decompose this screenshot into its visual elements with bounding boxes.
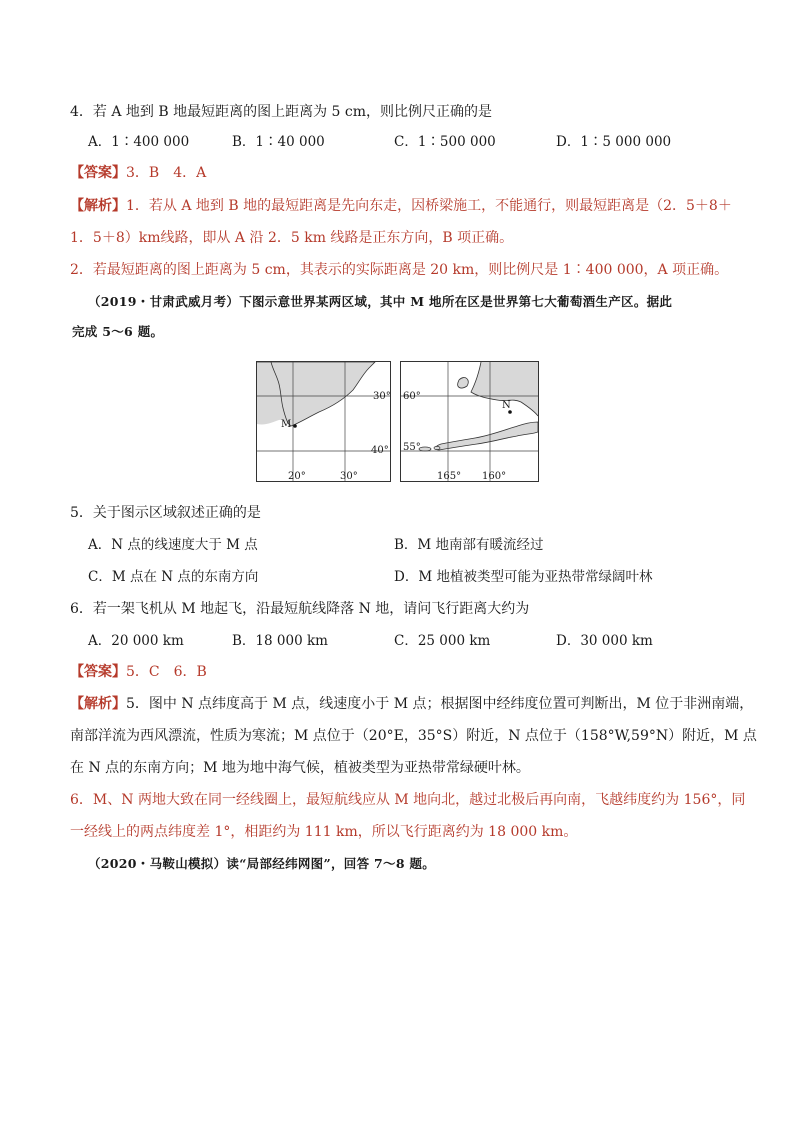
map-right	[400, 361, 539, 482]
map-left-lon-30: 30°	[340, 471, 358, 482]
analysis-block-2-line4: 6．M、N 两地大致在同一经线圈上，最短航线应从 M 地向北，越过北极后再向南，飞越纬度约为 156°，同	[70, 792, 746, 808]
q6-option-c: C．25 000 km	[394, 633, 491, 649]
answer-tag: 【答案】	[70, 165, 126, 181]
analysis-text: 1．若从 A 地到 B 地的最短距离是先向东走，因桥梁施工，不能通行，则最短距离是（2．5＋8＋	[126, 198, 732, 214]
analysis-tag: 【解析】	[70, 696, 126, 712]
q4-option-c: C．1∶500 000	[394, 134, 496, 150]
q5-option-c: C．M 点在 N 点的东南方向	[88, 569, 259, 585]
analysis-block-2-line3: 在 N 点的东南方向；M 地为地中海气候，植被类型为亚热带常绿硬叶林。	[70, 760, 530, 776]
q5-option-d: D．M 地植被类型可能为亚热带常绿阔叶林	[394, 569, 653, 585]
map-right-lon-165: 165°	[437, 471, 462, 482]
answer-tag: 【答案】	[70, 664, 126, 680]
q5-option-b: B．M 地南部有暖流经过	[394, 537, 544, 553]
answer-text: 3．B 4．A	[126, 165, 207, 181]
analysis-block-1-line3: 2．若最短距离的图上距离为 5 cm，其表示的实际距离是 20 km，则比例尺是 1∶400 000，A 项正确。	[70, 262, 729, 278]
q5-stem: 5．关于图示区域叙述正确的是	[70, 505, 261, 521]
map-right-lat-60: 60°	[403, 391, 421, 402]
q6-option-d: D．30 000 km	[556, 633, 653, 649]
map-right-lat-55: 55°	[403, 442, 421, 453]
map-left	[256, 361, 391, 482]
analysis-block-2-line5: 一经线上的两点纬度差 1°，相距约为 111 km，所以飞行距离约为 18 000 km。	[70, 824, 578, 840]
answer-block-2	[70, 662, 207, 682]
q4-stem: 4．若 A 地到 B 地最短距离的图上距离为 5 cm，则比例尺正确的是	[70, 104, 493, 120]
answer-text: 5．C 6．B	[126, 664, 207, 680]
q6-stem: 6．若一架飞机从 M 地起飞，沿最短航线降落 N 地，请问飞行距离大约为	[70, 601, 530, 617]
q4-option-d: D．1∶5 000 000	[556, 134, 672, 150]
q5-option-a: A．N 点的线速度大于 M 点	[88, 537, 258, 553]
analysis-tag: 【解析】	[70, 198, 126, 214]
intro-5-6-line2: 完成 5～6 题。	[72, 324, 164, 339]
analysis-block-2-line1	[70, 694, 753, 714]
analysis-text: 5．图中 N 点纬度高于 M 点，线速度小于 M 点；根据图中经纬度位置可判断出，M 位于非洲南端，	[126, 696, 754, 712]
answer-block-1	[70, 163, 206, 183]
map-left-lat-40: 40°	[371, 445, 389, 456]
map-left-lon-20: 20°	[288, 471, 306, 482]
map-left-point-m: M	[281, 419, 292, 430]
map-left-lat-30: 30°	[373, 391, 391, 402]
q6-option-a: A．20 000 km	[88, 633, 184, 649]
q4-option-b: B．1∶40 000	[232, 134, 325, 150]
q6-option-b: B．18 000 km	[232, 633, 328, 649]
intro-7-8: （2020・马鞍山模拟）读“局部经纬网图”，回答 7～8 题。	[88, 856, 436, 871]
analysis-block-1-line2: 1．5＋8）km线路，即从 A 沿 2．5 km 线路是正东方向，B 项正确。	[70, 230, 514, 246]
q4-option-a: A．1∶400 000	[88, 134, 190, 150]
analysis-block-1-line1	[70, 196, 732, 216]
analysis-block-2-line2: 南部洋流为西风漂流，性质为寒流；M 点位于（20°E，35°S）附近，N 点位于（158°W,59°N）附近，M 点	[70, 728, 757, 744]
map-right-lon-160: 160°	[482, 471, 507, 482]
map-right-point-n: N	[502, 400, 511, 411]
intro-5-6-line1: （2019・甘肃武威月考）下图示意世界某两区域，其中 M 地所在区是世界第七大葡萄酒生产区。据此	[88, 294, 673, 309]
